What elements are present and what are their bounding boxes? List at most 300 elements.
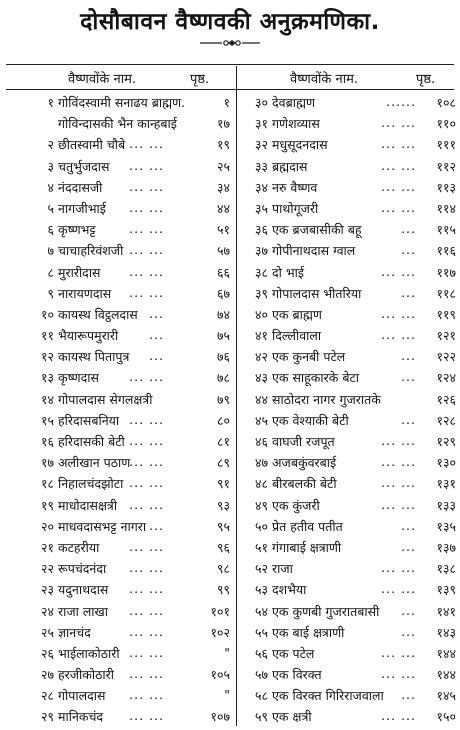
entry-page: " [224, 644, 230, 660]
entry-name: गोविंदस्वामी सनाढय ब्राह्मण. [58, 95, 186, 110]
entry-page: १४४ [436, 667, 456, 683]
index-entry [4, 560, 230, 581]
entry-page: १२६ [436, 391, 456, 407]
entry-name: मधुसूदनदास [272, 137, 328, 153]
right-page-header: पृष्ठ. [416, 72, 436, 87]
entry-name: देवब्राह्मण [272, 95, 316, 110]
index-entry [4, 200, 230, 221]
entry-page: १२९ [436, 434, 456, 449]
entry-name: गोविन्दासकी भैन कान्हबाई [58, 116, 177, 132]
entry-name: हरिदासबनिया [58, 412, 120, 428]
entry-name: भाईलाकोठारी [58, 645, 120, 661]
leader-dots: ... ... [129, 199, 164, 215]
entry-name: छीतस्वामी चौबे [58, 137, 126, 153]
index-entry [4, 518, 230, 539]
entry-number: ३३ [254, 158, 268, 174]
entry-name: गणेशव्यास [272, 116, 320, 132]
leader-dots: ... [401, 623, 416, 639]
index-entry [230, 412, 456, 433]
entry-number: १६ [40, 434, 54, 449]
leader-dots: ... [401, 369, 416, 385]
entry-number: १३ [40, 370, 54, 386]
leader-dots: ... [401, 411, 416, 427]
entry-number: ३४ [254, 179, 268, 195]
leader-dots: ... ... [129, 369, 164, 385]
entry-page: ११८ [436, 285, 456, 301]
entry-page: ८९ [216, 455, 230, 471]
header-rule [6, 89, 454, 90]
index-entry [230, 645, 456, 666]
entry-name: मुरारीदास [58, 264, 101, 280]
entry-number: ५२ [254, 561, 268, 577]
entry-name: गंगाबाई क्षत्राणी [272, 539, 342, 555]
entry-number: ५१ [254, 539, 268, 555]
entry-page: १४५ [436, 688, 456, 704]
entry-number: ३७ [254, 243, 268, 259]
index-entry [4, 179, 230, 200]
index-entry [4, 666, 230, 687]
entry-page: ७६ [216, 349, 230, 365]
index-entry [230, 306, 456, 327]
entry-page: ११४ [436, 200, 456, 216]
leader-dots: ... ... [129, 581, 164, 597]
index-entry [230, 264, 456, 285]
entry-number: १४ [40, 391, 54, 407]
index-entry [4, 285, 230, 306]
entry-page: १२१ [436, 328, 456, 344]
entry-name: दशभैया [272, 582, 307, 598]
entry-page: ६७ [216, 285, 230, 301]
entry-name: एक ब्राह्मण [272, 306, 322, 322]
entry-page: ७५ [216, 328, 230, 344]
entry-number: ३८ [254, 264, 268, 280]
leader-dots: ... [149, 517, 164, 533]
entry-name: दिल्लीवाला [272, 328, 322, 344]
entry-name: एक कुणबी गुजरातबासी [272, 603, 380, 619]
index-entry [4, 158, 230, 179]
entry-name: एक कुनबी पटेल [272, 349, 346, 365]
leader-dots: ... ... [129, 136, 164, 152]
entry-name: नरु वैष्णव [272, 179, 318, 195]
index-entry [4, 242, 230, 263]
leader-dots: ... ... [129, 178, 164, 194]
top-rule [6, 64, 454, 65]
entry-page: ९१ [216, 476, 230, 492]
entry-page: १२८ [436, 412, 456, 428]
entry-name: एक बाई क्षत्राणी [272, 624, 345, 640]
leader-dots: ... ... [129, 454, 164, 470]
entry-number: १५ [40, 412, 54, 428]
entry-page: १०२ [210, 624, 230, 640]
entry-name: भैयारूपमुरारी [58, 328, 119, 344]
index-entry [4, 433, 230, 454]
entry-number: २० [40, 518, 54, 534]
entry-number: ४ [47, 179, 54, 195]
entry-page: १३३ [436, 497, 456, 513]
index-entry [230, 539, 456, 560]
entry-page: १०५ [210, 667, 230, 683]
entry-number: ५६ [254, 645, 268, 661]
index-entry [230, 687, 456, 708]
entry-name: माधोदासक्षत्री [58, 497, 118, 513]
entry-name: गोपालदास सेगलक्षत्री [58, 391, 153, 407]
leader-dots: ... ... [381, 178, 416, 194]
index-entry [4, 497, 230, 518]
entry-page: १३८ [436, 561, 456, 577]
entry-page: ११७ [436, 264, 456, 280]
entry-page: १३९ [436, 582, 456, 598]
right-name-header: वैष्णवोंके नाम. [290, 72, 359, 87]
leader-dots: ... ... [381, 305, 416, 321]
index-entry [4, 412, 230, 433]
entry-name: हरिदासकी बेटी [58, 434, 125, 449]
entry-page: २५ [216, 158, 230, 174]
entry-page: ७८ [216, 370, 230, 386]
entry-page: ११५ [436, 222, 456, 238]
entry-name: एक ब्रजबासीकी बहू [272, 222, 362, 238]
index-entry [4, 306, 230, 327]
leader-dots: ... ... [129, 538, 164, 554]
leader-dots: ... ... [129, 687, 164, 703]
leader-dots: ... ... [129, 666, 164, 682]
entry-name: दो भाई [272, 264, 305, 280]
leader-dots: ... [149, 305, 164, 321]
leader-dots: ... ... [381, 475, 416, 491]
index-entry [4, 369, 230, 390]
leader-dots: ... ... [381, 327, 416, 343]
entry-name: कायस्थ पितापुत्र [58, 349, 130, 365]
index-entry [4, 221, 230, 242]
entry-page: १९ [216, 137, 230, 153]
entry-number: ४३ [254, 370, 268, 386]
leader-dots: ... ... [129, 157, 164, 173]
index-entry [230, 200, 456, 221]
leader-dots: ... [149, 327, 164, 343]
leader-dots: ... ... [129, 221, 164, 237]
index-entry [230, 348, 456, 369]
entry-name: कायस्थ विट्ठलदास [58, 306, 138, 322]
entry-number: २४ [40, 603, 54, 619]
entry-number: ४२ [254, 349, 268, 365]
entry-number: १९ [40, 497, 54, 513]
entry-name: यदुनाथदास [58, 582, 109, 598]
index-entry [230, 391, 456, 412]
entry-page: १३७ [436, 539, 456, 555]
entry-name: अलीखान पठाण [58, 455, 131, 471]
entry-number: १८ [40, 476, 54, 492]
leader-dots: ... ... [129, 644, 164, 660]
index-entry [4, 454, 230, 475]
leader-dots: ... ... [129, 708, 164, 724]
index-entry [4, 581, 230, 602]
leader-dots: ... ... [129, 623, 164, 639]
leader-dots: ... [401, 348, 416, 364]
entry-name: चाचाहरिवंशजी [58, 243, 124, 259]
entry-number: ५५ [254, 624, 268, 640]
entry-name: निहालचंदझोटा [58, 476, 124, 492]
index-entry [230, 560, 456, 581]
leader-dots: ... [401, 602, 416, 618]
entry-page: ११६ [436, 243, 456, 259]
entry-number: १० [40, 306, 54, 322]
index-entry [230, 581, 456, 602]
entry-page: १०१ [210, 603, 230, 619]
entry-name: एक पटेल [272, 645, 315, 661]
leader-dots: ... ... [129, 602, 164, 618]
leader-dots: ... ... [381, 666, 416, 682]
index-entry [230, 242, 456, 263]
entry-page: १२२ [436, 349, 456, 365]
entry-page: ५७ [216, 243, 230, 259]
entry-number: १७ [40, 455, 54, 471]
entry-number: १२ [40, 349, 54, 365]
entry-name: कृष्णभट्ट [58, 222, 96, 238]
entry-number: ६ [47, 222, 54, 238]
entry-number: ५० [254, 518, 268, 534]
entry-number: ५९ [254, 709, 268, 725]
leader-dots: ... ... [381, 644, 416, 660]
entry-name: राजा लाखा [58, 603, 109, 619]
entry-name: नागजीभाई [58, 200, 106, 216]
leader-dots: ... [401, 242, 416, 258]
entry-page: १४३ [436, 624, 456, 640]
entry-name: राजा [272, 561, 293, 577]
entry-name: एक साहूकारके बेटा [272, 370, 360, 386]
entry-number: २ [47, 137, 54, 153]
entry-number: ३९ [254, 285, 268, 301]
entry-name: मानिकचंद [58, 709, 104, 725]
entry-name: नारायणदास [58, 285, 112, 301]
entry-number: ५८ [254, 688, 268, 704]
entry-number: ३० [254, 95, 268, 110]
entry-page: १४४ [436, 645, 456, 661]
leader-dots: ... ... [129, 411, 164, 427]
leader-dots: ... ... [381, 157, 416, 173]
index-entry [4, 327, 230, 348]
entry-page: ९८ [216, 561, 230, 577]
leader-dots: ... [401, 284, 416, 300]
index-entry [4, 624, 230, 645]
leader-dots: ... ... [381, 115, 416, 131]
entry-number: ८ [47, 264, 54, 280]
leader-dots: ... ... [381, 199, 416, 215]
entry-number: २२ [40, 561, 54, 577]
index-entry [230, 603, 456, 624]
index-entry [230, 158, 456, 179]
entry-number: ५ [47, 200, 54, 216]
leader-dots: ... [149, 348, 164, 364]
entry-name: एक कुंजरी [272, 497, 320, 513]
leader-dots: ...... [386, 94, 416, 109]
entry-name: एक वेश्याकी बेटी [272, 412, 349, 428]
leader-dots: ... ... [381, 560, 416, 576]
left-page-header: पृष्ठ. [190, 72, 210, 87]
entry-page: १२४ [436, 370, 456, 386]
entry-page: १०७ [210, 709, 230, 725]
entry-page: ९३ [216, 497, 230, 513]
entry-number: ११ [40, 328, 54, 344]
entry-page: ११२ [436, 158, 456, 174]
entry-name: ज्ञानचंद [58, 624, 91, 640]
entry-page: ८० [216, 412, 230, 428]
right-index-column [230, 94, 456, 730]
index-entry [230, 94, 456, 115]
entry-number: २५ [40, 624, 54, 640]
entry-number: ५७ [254, 667, 268, 683]
entry-page: ११९ [436, 306, 456, 322]
entry-number: ९ [47, 285, 54, 301]
entry-number: २९ [40, 709, 54, 725]
index-entry [4, 708, 230, 729]
entry-number: ३५ [254, 200, 268, 216]
entry-page: " [224, 687, 230, 703]
leader-dots: ... [401, 221, 416, 237]
entry-name: चतुर्भुजदास [58, 158, 110, 174]
index-entry [230, 115, 456, 136]
page-title: दोसौबावन वैष्णवकी अनुक्रमणिका. [80, 9, 380, 35]
leader-dots: ... ... [381, 136, 416, 152]
index-entry [4, 264, 230, 285]
entry-number: २७ [40, 667, 54, 683]
index-entry [4, 348, 230, 369]
leader-dots: ... [401, 687, 416, 703]
entry-page: ७४ [216, 306, 230, 322]
entry-page: १७ [216, 116, 230, 132]
index-entry [4, 539, 230, 560]
index-entry [230, 221, 456, 242]
leader-dots: ... ... [381, 708, 416, 724]
left-index-column [4, 94, 230, 730]
entry-name: साठोदरा नागर गुजरातके [272, 391, 381, 407]
index-entry [230, 454, 456, 475]
entry-name: नंददासजी [58, 179, 103, 195]
entry-page: १ [223, 95, 230, 110]
entry-number: २८ [40, 688, 54, 704]
index-entry [4, 687, 230, 708]
entry-number: ४९ [254, 497, 268, 513]
index-entry [4, 645, 230, 666]
index-entry [230, 497, 456, 518]
leader-dots: ... ... [129, 263, 164, 279]
leader-dots: ... ... [129, 475, 164, 491]
index-entry [230, 666, 456, 687]
leader-dots: ... ... [129, 284, 164, 300]
entry-page: ११० [436, 116, 456, 132]
index-entry [230, 179, 456, 200]
entry-name: प्रेत हतीव पतीत [272, 518, 343, 534]
entry-page: ५१ [216, 222, 230, 238]
entry-name: एक विरक्त [272, 667, 322, 683]
ornament-divider [200, 38, 260, 48]
entry-name: हरजीकोठारी [58, 667, 114, 683]
entry-page: ३४ [216, 179, 230, 195]
entry-number: ४५ [254, 412, 268, 428]
entry-page: १३० [436, 455, 456, 471]
index-entry [230, 518, 456, 539]
entry-number: ३६ [254, 222, 268, 238]
index-entry [230, 285, 456, 306]
entry-name: बीरबलकी बेटी [272, 476, 337, 492]
entry-name: एक विरक्त गिरिराजवाला [272, 688, 384, 704]
entry-name: रूपचंदनंदा [58, 561, 107, 577]
entry-number: ४० [254, 306, 268, 322]
index-entry [230, 327, 456, 348]
entry-name: गोपालदास [58, 688, 106, 704]
entry-name: माधवदासभट्ट नागरा [58, 518, 147, 534]
index-entry [4, 391, 230, 412]
entry-page: ९६ [216, 539, 230, 555]
entry-page: १४१ [436, 603, 456, 619]
entry-number: १ [47, 95, 54, 110]
index-entry [230, 369, 456, 390]
index-entry [230, 708, 456, 729]
entry-name: ब्रह्मदास [272, 158, 308, 174]
entry-number: ५३ [254, 582, 268, 598]
entry-name: कटहरीया [58, 539, 100, 555]
entry-page: १०८ [436, 95, 456, 110]
entry-number: २१ [40, 539, 54, 555]
leader-dots: ... ... [129, 496, 164, 512]
index-entry [230, 624, 456, 645]
entry-name: एक क्षत्री [272, 709, 312, 725]
index-entry [230, 136, 456, 157]
entry-number: ३१ [254, 116, 268, 132]
entry-number: ४७ [254, 455, 268, 471]
entry-page: ७९ [216, 391, 230, 407]
entry-number: ४८ [254, 476, 268, 492]
index-entry [4, 603, 230, 624]
entry-page: १५० [436, 709, 456, 725]
leader-dots: ... ... [381, 433, 416, 448]
entry-name: पाथोगूजरी [272, 200, 319, 216]
entry-number: २३ [40, 582, 54, 598]
entry-page: ४४ [216, 200, 230, 216]
index-entry [4, 94, 230, 115]
entry-name: अजबकुंवरबाई [272, 455, 337, 471]
entry-number: ३२ [254, 137, 268, 153]
entry-page: ९५ [216, 518, 230, 534]
left-name-header: वैष्णवोंके नाम. [68, 72, 137, 87]
entry-page: ९९ [216, 582, 230, 598]
leader-dots: ... [401, 538, 416, 554]
entry-page: ८१ [216, 434, 230, 449]
entry-number: ३ [47, 158, 54, 174]
index-entry [4, 475, 230, 496]
leader-dots: ... [401, 517, 416, 533]
entry-name: गोपीनाथदास ग्वाल [272, 243, 356, 259]
entry-number: ४१ [254, 328, 268, 344]
leader-dots: ... ... [381, 454, 416, 470]
leader-dots: ... ... [381, 581, 416, 597]
index-entry [230, 475, 456, 496]
leader-dots: ... ... [381, 496, 416, 512]
entry-name: वाघजी रजपूत [272, 434, 335, 449]
entry-page: १३१ [436, 476, 456, 492]
leader-dots: ... ... [129, 433, 164, 448]
entry-page: ११३ [436, 179, 456, 195]
entry-name: गोपालदास भीतरिया [272, 285, 362, 301]
entry-page: ६६ [216, 264, 230, 280]
index-entry [230, 433, 456, 454]
entry-number: ४४ [254, 391, 268, 407]
leader-dots: ... ... [129, 560, 164, 576]
index-entry [4, 136, 230, 157]
entry-page: १३५ [436, 518, 456, 534]
entry-number: ४६ [254, 434, 268, 449]
entry-number: ७ [47, 243, 54, 259]
entry-number: २६ [40, 645, 54, 661]
entry-name: कृष्णदास [58, 370, 99, 386]
